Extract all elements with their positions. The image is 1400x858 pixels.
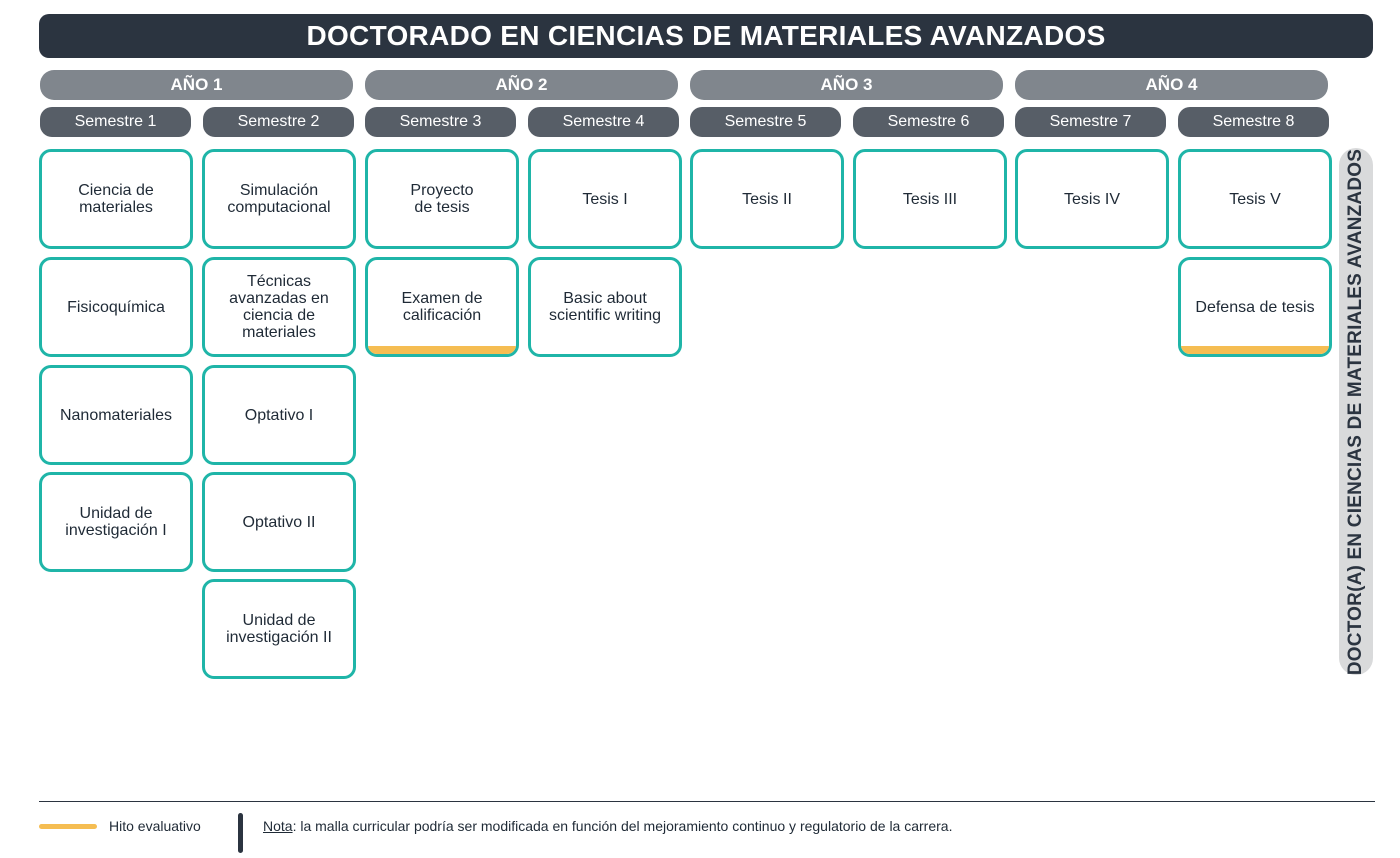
year-header-1: AÑO 1 xyxy=(40,70,353,100)
course-card xyxy=(528,149,682,249)
course-label: Unidad de investigación I xyxy=(65,505,167,539)
course-label: Fisicoquímica xyxy=(67,298,165,316)
course-card xyxy=(690,149,844,249)
degree-label-bar xyxy=(1339,148,1373,675)
milestone-bar xyxy=(1181,346,1329,354)
course-card xyxy=(1178,149,1332,249)
course-label: Examen de calificación xyxy=(401,290,483,324)
semester-header-4: Semestre 4 xyxy=(528,107,679,137)
year-header-2: AÑO 2 xyxy=(365,70,678,100)
course-label: Basic about scientific writing xyxy=(548,290,662,324)
course-label: Optativo I xyxy=(244,406,314,424)
milestone-bar xyxy=(368,346,516,354)
degree-label: DOCTOR(A) EN CIENCIAS DE MATERIALES AVANZADOS xyxy=(1345,148,1366,675)
course-label: Defensa de tesis xyxy=(1195,298,1315,316)
course-card xyxy=(1015,149,1169,249)
course-label: Tesis I xyxy=(582,190,628,208)
year-header-4: AÑO 4 xyxy=(1015,70,1328,100)
semester-header-3: Semestre 3 xyxy=(365,107,516,137)
course-card xyxy=(39,149,193,249)
semester-header-8: Semestre 8 xyxy=(1178,107,1329,137)
course-label: Técnicas avanzadas en ciencia de materiales xyxy=(229,273,329,341)
note-text: : la malla curricular podría ser modificada en función del mejoramiento continuo y regulatorio de la carrera. xyxy=(292,818,953,834)
legend-milestone-swatch xyxy=(39,824,97,829)
semester-header-2: Semestre 2 xyxy=(203,107,354,137)
semester-header-5: Semestre 5 xyxy=(690,107,841,137)
course-card xyxy=(528,257,682,357)
course-card xyxy=(39,257,193,357)
course-label: Unidad de investigación II xyxy=(226,612,332,646)
semester-header-1: Semestre 1 xyxy=(40,107,191,137)
note-divider xyxy=(238,813,243,853)
course-label: Ciencia de materiales xyxy=(78,182,154,216)
course-label: Proyecto de tesis xyxy=(410,182,474,216)
footnote xyxy=(263,818,952,834)
note-label: Nota xyxy=(263,818,293,834)
course-card xyxy=(39,472,193,572)
course-label: Simulación computacional xyxy=(227,182,331,216)
course-card-milestone xyxy=(365,257,519,357)
page-title: DOCTORADO EN CIENCIAS DE MATERIALES AVANZADOS xyxy=(39,14,1373,58)
course-card xyxy=(365,149,519,249)
course-card xyxy=(39,365,193,465)
course-card xyxy=(202,149,356,249)
course-card xyxy=(853,149,1007,249)
semester-header-7: Semestre 7 xyxy=(1015,107,1166,137)
course-label: Tesis V xyxy=(1229,190,1281,208)
course-card xyxy=(202,472,356,572)
course-label: Nanomateriales xyxy=(59,406,173,424)
course-label: Tesis III xyxy=(902,190,958,208)
course-label: Optativo II xyxy=(242,513,316,531)
course-card xyxy=(202,579,356,679)
course-label: Tesis IV xyxy=(1063,190,1120,208)
course-card xyxy=(202,365,356,465)
course-label: Tesis II xyxy=(742,190,792,208)
footer-divider xyxy=(39,801,1375,802)
semester-header-6: Semestre 6 xyxy=(853,107,1004,137)
course-card xyxy=(202,257,356,357)
course-card-milestone xyxy=(1178,257,1332,357)
legend-milestone-label: Hito evaluativo xyxy=(109,818,201,834)
year-header-3: AÑO 3 xyxy=(690,70,1003,100)
